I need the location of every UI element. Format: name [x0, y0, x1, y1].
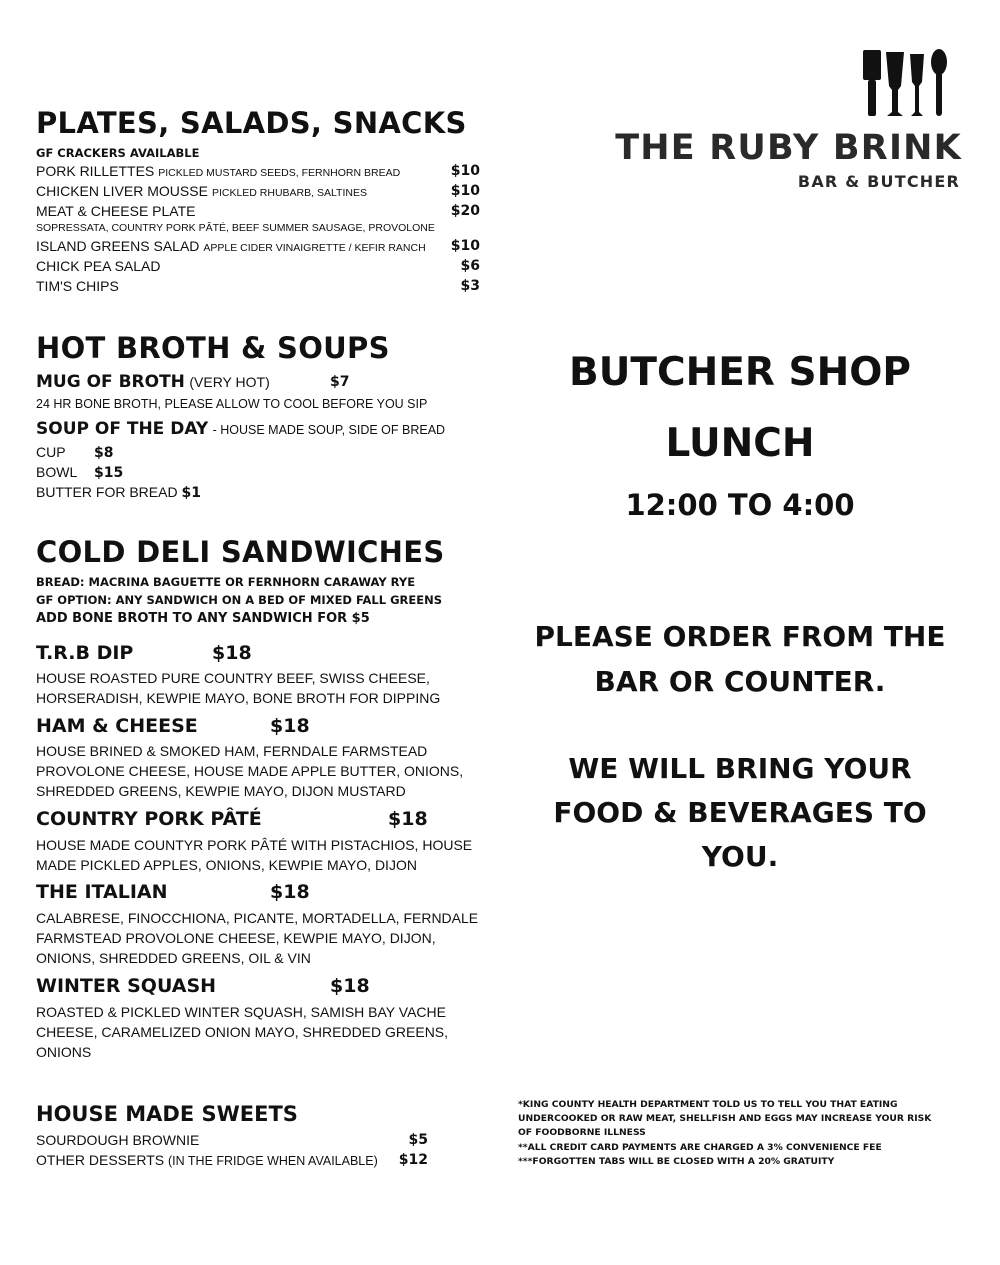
promo-title-line1: BUTCHER SHOP	[569, 350, 911, 395]
menu-item-tims-chips	[36, 276, 480, 296]
footnote-line: *KING COUNTY HEALTH DEPARTMENT TOLD US TO TELL YOU THAT EATING	[518, 1099, 898, 1110]
footnote-line: ***FORGOTTEN TABS WILL BE CLOSED WITH A 20% GRATUITY	[518, 1156, 835, 1167]
footnote-line: **ALL CREDIT CARD PAYMENTS ARE CHARGED A 3% CONVENIENCE FEE	[518, 1142, 882, 1153]
butter-row	[36, 482, 201, 503]
menu-item-chick-pea-salad	[36, 256, 480, 276]
item-desc: CALABRESE, FINOCCHIONA, PICANTE, MORTADELLA, FERNDALE FARMSTEAD PROVOLONE CHEESE, KEWPIE MAYO, DIJON, ONIONS, SHREDDED GREENS, OIL & VIN	[36, 910, 479, 966]
sandwich-ham-cheese	[36, 715, 310, 737]
menu-item-chicken-liver-mousse	[36, 181, 480, 203]
service-note-line3: YOU.	[701, 840, 779, 873]
cup-label: CUP	[36, 444, 66, 460]
plates-heading: PLATES, SALADS, SNACKS	[36, 106, 467, 140]
item-desc: HOUSE BRINED & SMOKED HAM, FERNDALE FARMSTEAD PROVOLONE CHEESE, HOUSE MADE APPLE BUTTER, ONIONS, SHREDDED GREENS, KEWPIE MAYO, DIJON MUSTARD	[36, 743, 464, 799]
item-desc: - HOUSE MADE SOUP, SIDE OF BREAD	[212, 423, 446, 437]
item-desc: ROASTED & PICKLED WINTER SQUASH, SAMISH BAY VACHE CHEESE, CARAMELIZED ONION MAYO, SHREDDED GREENS, ONIONS	[36, 1004, 449, 1060]
order-instructions-line1: PLEASE ORDER FROM THE	[534, 620, 946, 653]
sandwich-country-pork-pate	[36, 808, 428, 830]
sweets-heading: HOUSE MADE SWEETS	[36, 1102, 298, 1126]
sandwich-winter-squash	[36, 975, 370, 997]
item-price: $10	[450, 238, 480, 254]
item-desc: PICKLED MUSTARD SEEDS, FERNHORN BREAD	[158, 167, 401, 179]
item-name: SOURDOUGH BROWNIE	[36, 1132, 200, 1148]
item-name: ISLAND GREENS SALAD	[36, 238, 200, 254]
item-price: $18	[212, 642, 252, 664]
item-name: PORK RILLETTES	[36, 163, 155, 179]
sandwich-note: BREAD: MACRINA BAGUETTE OR FERNHORN CARAWAY RYE	[36, 575, 416, 589]
item-price: $20	[450, 203, 480, 219]
order-instructions-line2: BAR OR COUNTER.	[594, 665, 886, 698]
mug-desc: 24 HR BONE BROTH, PLEASE ALLOW TO COOL BEFORE YOU SIP	[36, 397, 428, 411]
bowl-price: $15	[94, 465, 124, 481]
item-price: $10	[450, 183, 480, 199]
item-desc: HOUSE MADE COUNTYR PORK PÂTÉ WITH PISTACHIOS, HOUSE MADE PICKLED APPLES, ONIONS, KEWPIE MAYO, DIJON	[36, 837, 473, 873]
item-price: $6	[460, 258, 480, 274]
item-price: $18	[270, 881, 310, 903]
item-name: TIM'S CHIPS	[36, 278, 119, 294]
bowl-row	[36, 462, 123, 483]
promo-hours: 12:00 TO 4:00	[625, 488, 855, 522]
cup-price: $8	[94, 445, 114, 461]
meat-cheese-detail: SOPRESSATA, COUNTRY PORK PÂTÉ, BEEF SUMMER SAUSAGE, PROVOLONE	[36, 222, 435, 234]
item-price: $3	[460, 278, 480, 294]
service-note-line2: FOOD & BEVERAGES TO	[553, 796, 927, 829]
item-desc: APPLE CIDER VINAIGRETTE / KEFIR RANCH	[203, 242, 426, 254]
promo-title-line2: LUNCH	[665, 421, 815, 466]
item-name: T.R.B DIP	[36, 642, 134, 664]
item-price: $12	[398, 1152, 428, 1168]
item-price: $18	[388, 808, 428, 830]
logo-tagline: BAR & BUTCHER	[797, 172, 960, 191]
menu-item-pork-rillettes	[36, 161, 480, 183]
item-name: CHICK PEA SALAD	[36, 258, 161, 274]
item-price: $10	[450, 163, 480, 179]
item-name: MUG OF BROTH	[36, 372, 185, 392]
sandwich-the-italian	[36, 881, 310, 903]
item-name: THE ITALIAN	[36, 881, 168, 903]
sandwich-note: ADD BONE BROTH TO ANY SANDWICH FOR $5	[36, 611, 370, 626]
footnote-line: OF FOODBORNE ILLNESS	[518, 1127, 646, 1138]
logo	[580, 44, 964, 194]
item-note: (IN THE FRIDGE WHEN AVAILABLE)	[168, 1154, 378, 1168]
item-name: MEAT & CHEESE PLATE	[36, 203, 196, 219]
glass-icon	[886, 52, 904, 116]
logo-name: THE RUBY BRINK	[615, 128, 962, 168]
cleaver-icon	[863, 50, 881, 116]
menu-item-island-greens-salad	[36, 236, 480, 258]
item-name: CHICKEN LIVER MOUSSE	[36, 183, 208, 199]
sweet-item-other-desserts	[36, 1150, 428, 1171]
mug-of-broth	[36, 372, 270, 392]
cup-row	[36, 442, 113, 463]
service-note-line1: WE WILL BRING YOUR	[568, 752, 912, 785]
item-name: OTHER DESSERTS	[36, 1152, 165, 1168]
item-price: $18	[270, 715, 310, 737]
sandwich-trb-dip	[36, 642, 252, 664]
mug-price: $7	[330, 374, 350, 390]
item-price: $18	[330, 975, 370, 997]
item-name: HAM & CHEESE	[36, 715, 198, 737]
soup-of-the-day	[36, 419, 445, 439]
butter-price: $1	[181, 485, 201, 501]
footnote-line: UNDERCOOKED OR RAW MEAT, SHELLFISH AND EGGS MAY INCREASE YOUR RISK	[518, 1113, 932, 1124]
plates-note: GF CRACKERS AVAILABLE	[36, 146, 200, 160]
glass-icon	[910, 54, 924, 116]
sweet-item-brownie	[36, 1130, 428, 1150]
item-name: SOUP OF THE DAY	[36, 419, 209, 439]
item-desc: HOUSE ROASTED PURE COUNTRY BEEF, SWISS CHEESE, HORSERADISH, KEWPIE MAYO, BONE BROTH FOR DIPPING	[36, 670, 441, 706]
item-name: WINTER SQUASH	[36, 975, 217, 997]
menu-item-meat-cheese-plate	[36, 201, 480, 221]
sandwich-note: GF OPTION: ANY SANDWICH ON A BED OF MIXED FALL GREENS	[36, 593, 442, 607]
bowl-label: BOWL	[36, 464, 78, 480]
utensils-icon-group	[858, 46, 952, 120]
butter-label: BUTTER FOR BREAD	[36, 484, 178, 500]
spoon-icon	[931, 49, 947, 116]
item-desc: PICKLED RHUBARB, SALTINES	[211, 187, 367, 199]
item-note: (VERY HOT)	[189, 374, 270, 390]
item-price: $5	[408, 1132, 428, 1148]
item-name: COUNTRY PORK PÂTÉ	[36, 808, 262, 830]
soups-heading: HOT BROTH & SOUPS	[36, 331, 390, 365]
sandwiches-heading: COLD DELI SANDWICHES	[36, 535, 445, 569]
